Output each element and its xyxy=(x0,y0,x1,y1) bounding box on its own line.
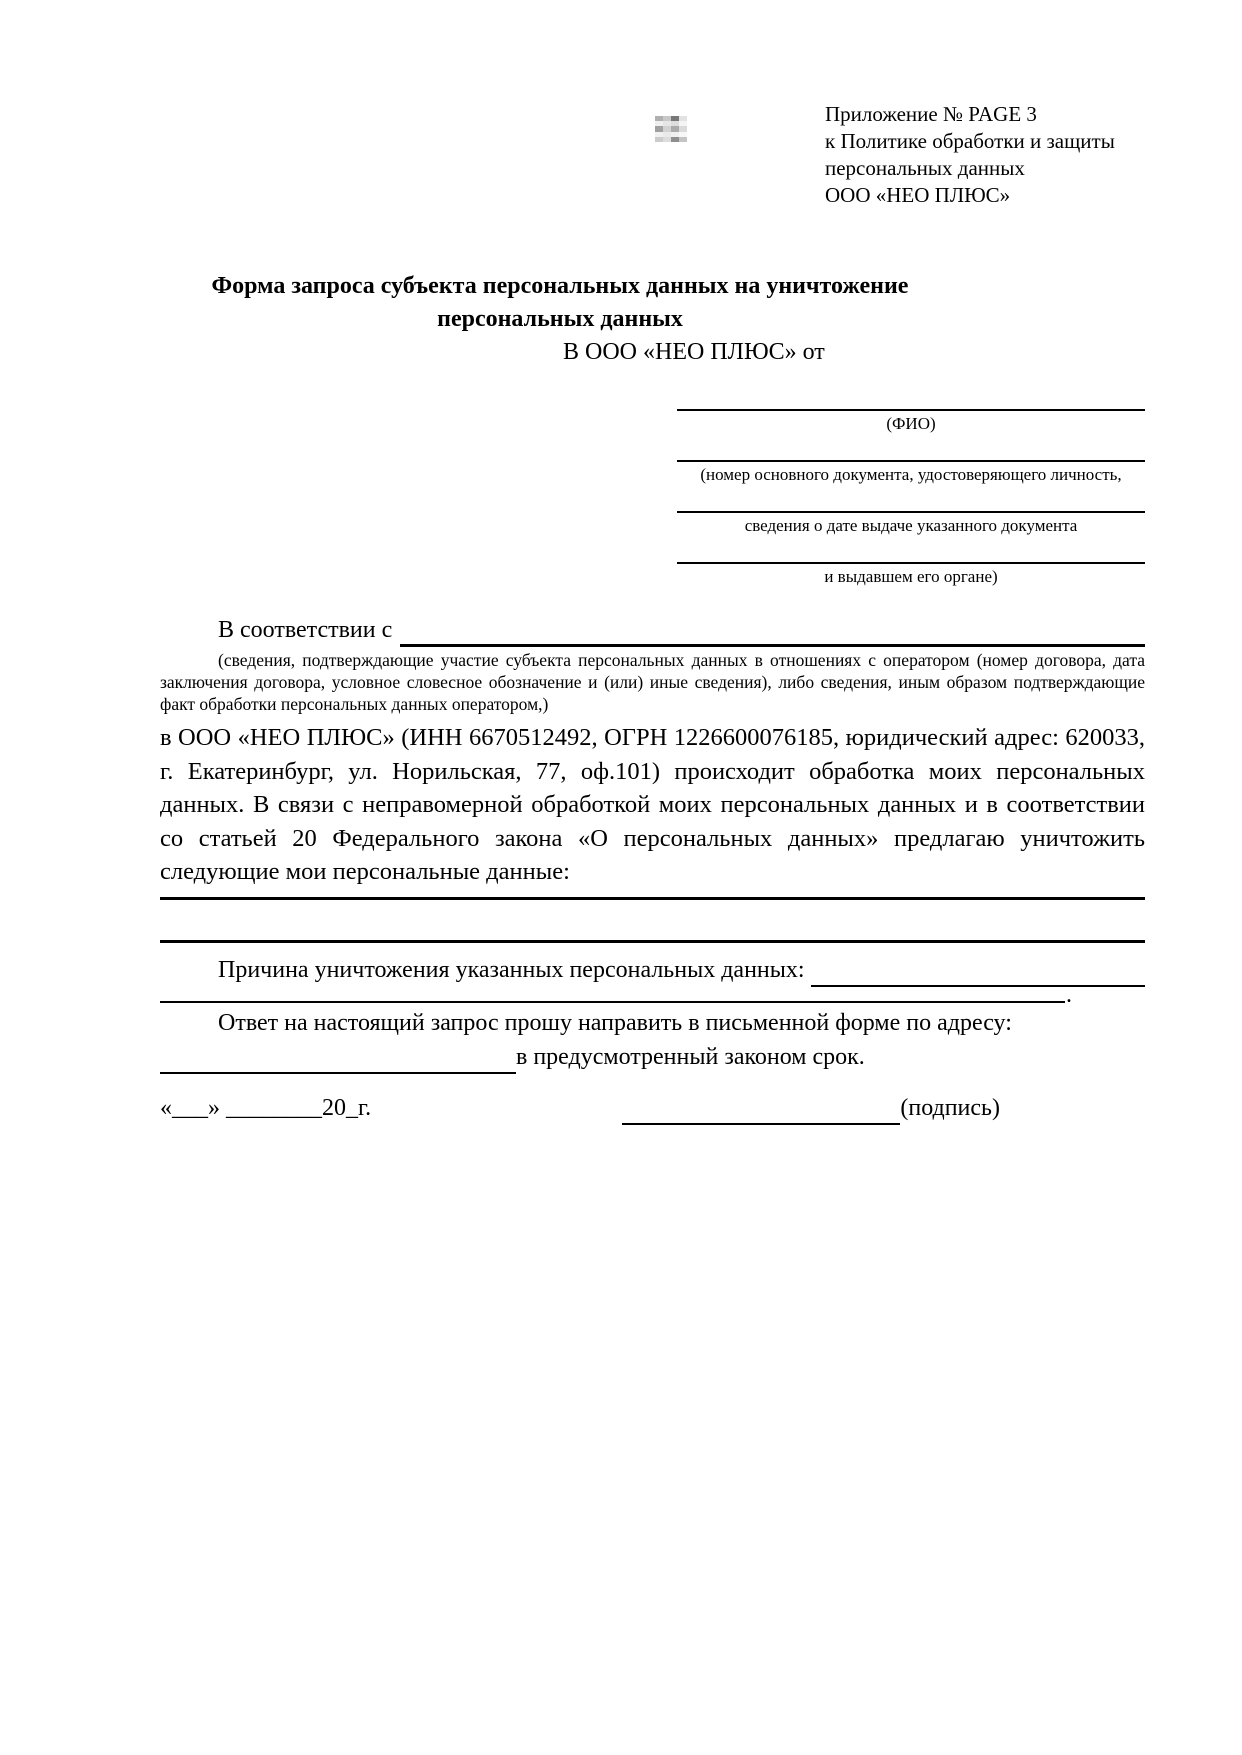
document-issuer-field xyxy=(677,562,1145,587)
document-title xyxy=(160,270,960,336)
reason-row xyxy=(160,953,1145,987)
appendix-block xyxy=(825,101,1115,209)
line-end-period: . xyxy=(1066,981,1072,1008)
applicant-fill-fields xyxy=(677,409,1145,587)
signature-label: (подпись) xyxy=(900,1094,1000,1121)
fill-in-label: (ФИО) xyxy=(886,414,936,433)
date-blank: «___» ________20_г. xyxy=(160,1094,372,1121)
accordance-prefix: В соответствии с xyxy=(218,617,393,643)
appendix-line: ООО «НЕО ПЛЮС» xyxy=(825,183,1011,207)
document-number-field xyxy=(677,460,1145,485)
fio-field xyxy=(677,409,1145,434)
response-suffix: в предусмотренный законом срок. xyxy=(516,1043,865,1070)
accordance-footnote: (сведения, подтверждающие участие субъекта персональных данных в отношениях с оператором (номер договора, дата заключения договора, условное словесное обозначение и (или) иные сведения), либо сведения, иным образом подтверждающие факт обработки персональных данных оператором,) xyxy=(160,650,1145,714)
fill-in-blank xyxy=(811,957,1145,987)
reason-label: Причина уничтожения указанных персональных данных: xyxy=(218,956,805,983)
fill-in-blank xyxy=(400,616,1145,647)
document-title-line: Форма запроса субъекта персональных данных на уничтожение xyxy=(211,273,909,299)
fill-in-blank xyxy=(160,987,1065,1003)
fill-in-blank-line xyxy=(160,900,1145,943)
appendix-line: Приложение № PAGE 3 xyxy=(825,102,1037,126)
response-request-line: Ответ на настоящий запрос прошу направить в письменной форме по адресу: xyxy=(218,1009,1012,1036)
reason-continuation-row xyxy=(160,981,1145,1008)
accordance-row xyxy=(160,613,1145,647)
fill-in-blank-line xyxy=(160,889,1145,900)
appendix-line: к Политике обработки и защиты xyxy=(825,129,1115,153)
fill-in-blank xyxy=(160,1044,516,1074)
pixelated-image-icon xyxy=(655,116,687,142)
appendix-line: персональных данных xyxy=(825,156,1025,180)
address-row xyxy=(160,1040,1145,1074)
addressee-line: В ООО «НЕО ПЛЮС» от xyxy=(563,339,825,365)
body-paragraph: в ООО «НЕО ПЛЮС» (ИНН 6670512492, ОГРН 1226600076185, юридический адрес: 620033, г. Екатеринбург, ул. Норильская, 77, оф.101) происходит обработка моих персональных данных. В связи с неправомерной обработкой моих персональных данных и в соответствии со статьей 20 Федерального закона «О персональных данных» предлагаю уничтожить следующие мои персональные данные: xyxy=(160,724,1145,885)
page-header xyxy=(0,0,1242,212)
signature-area xyxy=(622,1092,1000,1125)
document-issue-date-field xyxy=(677,511,1145,536)
signature-line xyxy=(622,1097,900,1125)
document-title-line: персональных данных xyxy=(437,306,683,332)
fill-in-label: (номер основного документа, удостоверяющего личность, xyxy=(700,465,1122,484)
fill-in-label: и выдавшем его органе) xyxy=(824,567,998,586)
date-signature-row xyxy=(160,1092,1145,1125)
fill-in-label: сведения о дате выдаче указанного документа xyxy=(744,516,1078,535)
